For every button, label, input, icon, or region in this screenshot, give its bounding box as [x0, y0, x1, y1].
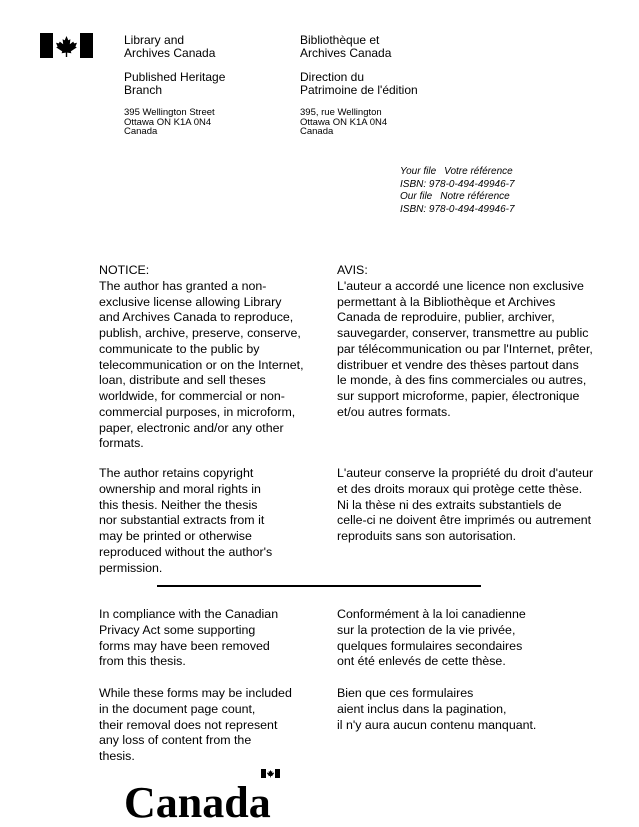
notice-en-line: communicate to the public by	[99, 341, 260, 356]
notice-en-line: loan, distribute and sell theses	[99, 373, 266, 388]
address-en-line: Canada	[124, 126, 158, 137]
pagination-fr-line: Bien que ces formulaires	[337, 686, 474, 700]
pagination-en-line: thesis.	[99, 749, 135, 763]
pagination-en	[99, 686, 292, 765]
copyright-fr-line: L'auteur conserve la propriété du droit d'auteur	[337, 466, 594, 480]
notice-en-line: exclusive license allowing Library	[99, 294, 282, 309]
notice-en-line: and Archives Canada to reproduce,	[99, 310, 294, 325]
org-name-fr-line: Bibliothèque et	[300, 33, 380, 47]
pagination-en-line: in the document page count,	[99, 701, 256, 716]
privacy-en-line: In compliance with the Canadian	[99, 607, 279, 621]
our-isbn: ISBN: 978-0-494-49946-7	[400, 203, 515, 215]
address-fr-line: Ottawa ON K1A 0N4	[300, 116, 388, 128]
notice-fr-line: par télécommunication ou par l'Internet, prêter,	[337, 341, 593, 356]
our-file-label-fr: Notre référence	[440, 191, 510, 202]
our-file-row	[400, 191, 515, 204]
copyright-en-line: reproduced without the author's	[99, 544, 273, 559]
copyright-fr-line: reproduits sans son autorisation.	[337, 529, 517, 543]
notice-en-line: The author has granted a non-	[99, 278, 267, 293]
notice-fr-line: sur support microforme, papier, électronique	[337, 389, 580, 403]
privacy-en	[99, 607, 278, 670]
pagination-fr-line: il n'y aura aucun contenu manquant.	[337, 717, 537, 732]
canada-flag-icon	[261, 769, 280, 778]
notice-fr-line: le monde, à des fins commerciales ou autres,	[337, 373, 587, 388]
privacy-fr	[337, 607, 526, 670]
branch-name-fr-line: Patrimoine de l'édition	[300, 83, 418, 97]
branch-name-en-line: Published Heritage	[124, 70, 226, 84]
org-name-en	[124, 34, 215, 60]
privacy-en-line: forms may have been removed	[99, 638, 270, 653]
branch-name-fr	[300, 71, 418, 97]
address-en-line: 395 Wellington Street	[124, 107, 215, 118]
privacy-en-line: Privacy Act some supporting	[99, 622, 256, 637]
org-name-fr	[300, 34, 391, 60]
notice-fr-line: sauvegarder, conserver, transmettre au public	[337, 326, 589, 340]
copyright-en-line: permission.	[99, 560, 163, 575]
org-name-fr-line: Archives Canada	[300, 46, 392, 60]
notice-fr-line: et/ou autres formats.	[337, 404, 451, 419]
copyright-en-line: The author retains copyright	[99, 466, 254, 480]
pagination-en-line: their removal does not represent	[99, 717, 278, 732]
copyright-en-line: may be printed or otherwise	[99, 529, 252, 543]
notice-en-line: telecommunication or on the Internet,	[99, 357, 304, 372]
pagination-fr-line: aient inclus dans la pagination,	[337, 701, 507, 716]
copyright-en	[99, 466, 272, 576]
branch-name-en	[124, 71, 225, 97]
notice-en-line: worldwide, for commercial or non-	[99, 389, 285, 403]
canada-wordmark: Canada	[124, 778, 271, 827]
copyright-fr-line: celle-ci ne doivent être imprimés ou autrement	[337, 513, 592, 528]
your-file-label-fr: Votre référence	[444, 166, 513, 177]
privacy-fr-line: quelques formulaires secondaires	[337, 638, 523, 653]
notice-en	[99, 263, 304, 452]
notice-fr-line: L'auteur a accordé une licence non exclusive	[337, 278, 584, 293]
section-divider	[157, 585, 481, 587]
copyright-fr-line: Ni la thèse ni des extraits substantiels de	[337, 497, 562, 512]
copyright-en-line: this thesis. Neither the thesis	[99, 497, 258, 512]
address-en-line: Ottawa ON K1A 0N4	[124, 116, 212, 128]
notice-en-line: commercial purposes, in microform,	[99, 404, 296, 419]
notice-en-line: publish, archive, preserve, conserve,	[99, 326, 301, 340]
org-name-en-line: Archives Canada	[124, 46, 216, 60]
branch-name-en-line: Branch	[124, 83, 163, 97]
notice-en-line: paper, electronic and/or any other	[99, 420, 284, 435]
address-fr-line: 395, rue Wellington	[300, 107, 382, 118]
address-fr	[300, 108, 387, 137]
notice-fr-line: Canada de reproduire, publier, archiver,	[337, 310, 555, 325]
copyright-fr-line: et des droits moraux qui protège cette thèse.	[337, 481, 583, 496]
reference-block	[400, 166, 515, 216]
your-file-row	[400, 166, 515, 179]
notice-en-line: NOTICE:	[99, 263, 150, 277]
notice-en-line: formats.	[99, 436, 144, 451]
our-file-label-en: Our file	[400, 191, 433, 202]
copyright-en-line: nor substantial extracts from it	[99, 513, 265, 528]
notice-fr	[337, 263, 593, 421]
privacy-en-line: from this thesis.	[99, 654, 186, 669]
privacy-fr-line: sur la protection de la vie privée,	[337, 622, 516, 637]
privacy-fr-line: Conformément à la loi canadienne	[337, 607, 526, 621]
pagination-en-line: While these forms may be included	[99, 686, 292, 700]
privacy-fr-line: ont été enlevés de cette thèse.	[337, 654, 506, 669]
your-isbn: ISBN: 978-0-494-49946-7	[400, 178, 515, 190]
address-en	[124, 108, 215, 137]
pagination-en-line: any loss of content from the	[99, 733, 252, 748]
address-fr-line: Canada	[300, 126, 334, 137]
your-file-label-en: Your file	[400, 166, 437, 177]
copyright-fr	[337, 466, 593, 545]
org-name-en-line: Library and	[124, 33, 185, 47]
notice-fr-line: permettant à la Bibliothèque et Archives	[337, 294, 556, 309]
copyright-en-line: ownership and moral rights in	[99, 481, 261, 496]
branch-name-fr-line: Direction du	[300, 70, 365, 84]
pagination-fr	[337, 686, 536, 733]
notice-fr-line: AVIS:	[337, 263, 368, 277]
canada-flag-icon	[40, 33, 93, 58]
notice-fr-line: distribuer et vendre des thèses partout dans	[337, 357, 579, 372]
